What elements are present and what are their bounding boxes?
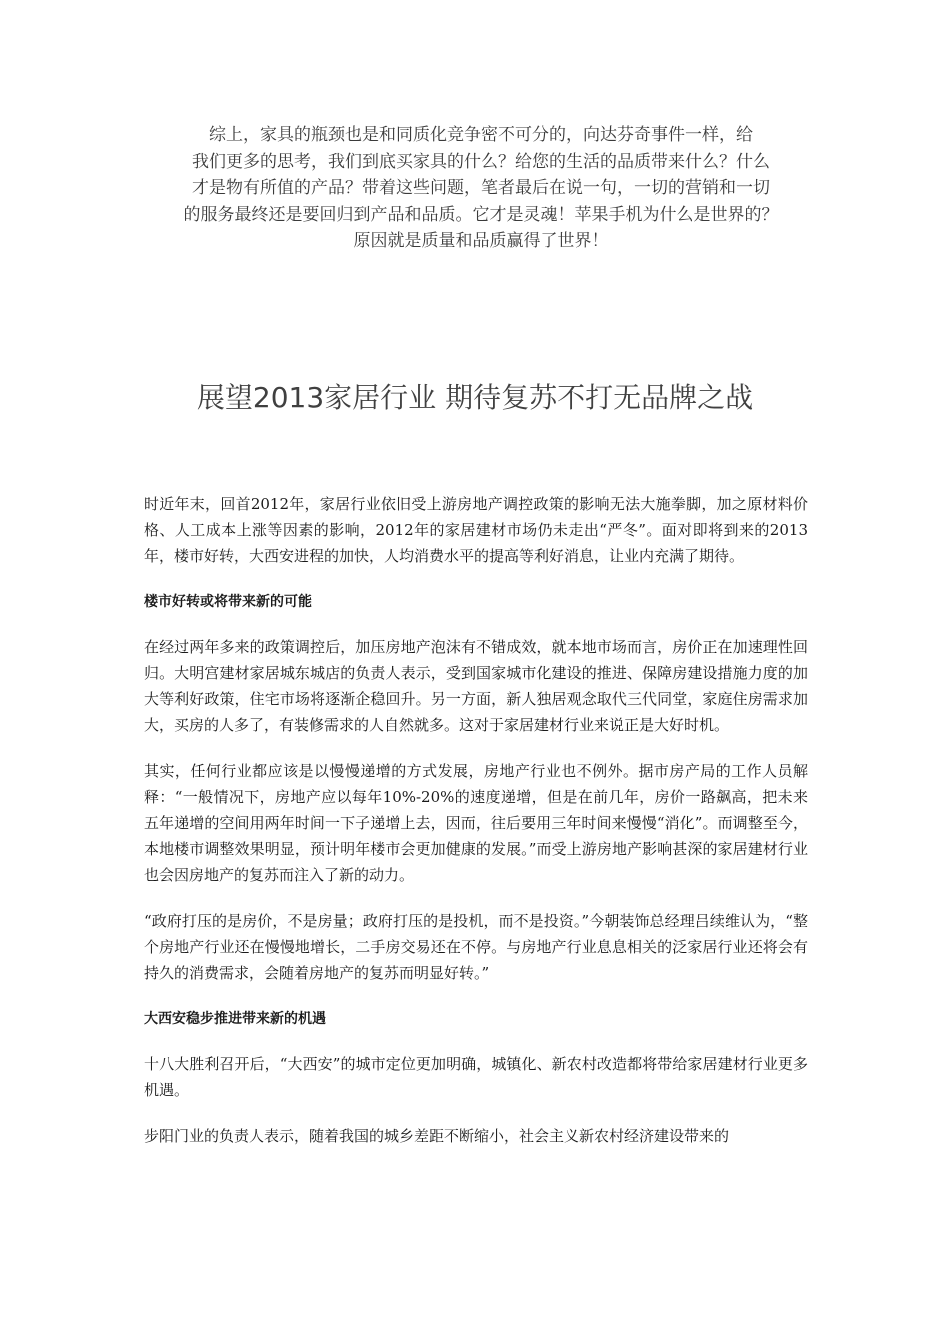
article-paragraph: 其实，任何行业都应该是以慢慢递增的方式发展，房地产行业也不例外。据市房产局的工作人员解释：“一般情况下，房地产应以每年10%-20%的速度递增，但是在前几年，房价一路飙高，把未来五年递增的空间用两年时间一下子递增上去，因而，往后要用三年时间来慢慢“消化”。而调整至今，本地楼市调整效果明显，预计明年楼市会更加健康的发展。”而受上游房地产影响甚深的家居建材行业也会因房地产的复苏而注入了新的动力。 <box>144 762 808 884</box>
intro-line: 综上，家具的瓶颈也是和同质化竞争密不可分的，向达芬奇事件一样，给 <box>209 125 753 145</box>
article-paragraph: 十八大胜利召开后，“大西安”的城市定位更加明确，城镇化、新农村改造都将带给家居建材行业更多机遇。 <box>144 1055 808 1099</box>
article-paragraph: 时近年末，回首2012年，家居行业依旧受上游房地产调控政策的影响无法大施拳脚，加之原材料价格、人工成本上涨等因素的影响，2012年的家居建材市场仍未走出“严冬”。面对即将到来的2013年，楼市好转，大西安进程的加快，人均消费水平的提高等利好消息，让业内充满了期待。 <box>144 495 808 565</box>
intro-line: 才是物有所值的产品？带着这些问题，笔者最后在说一句，一切的营销和一切 <box>192 178 770 198</box>
intro-paragraph <box>148 122 814 255</box>
article-paragraph: 步阳门业的负责人表示，随着我国的城乡差距不断缩小，社会主义新农村经济建设带来的 <box>144 1127 730 1145</box>
intro-line: 的服务最终还是要回归到产品和品质。它才是灵魂！苹果手机为什么是世界的？ <box>183 204 779 225</box>
article-paragraph: “政府打压的是房价，不是房量；政府打压的是投机，而不是投资。”今朝装饰总经理吕续维认为，“整个房地产行业还在慢慢地增长，二手房交易还在不停。与房地产行业息息相关的泛家居行业还将会有持久的消费需求，会随着房地产的复苏而明显好转。” <box>144 912 808 982</box>
section-heading: 楼市好转或将带来新的可能 <box>144 594 312 610</box>
article-body <box>144 491 808 1169</box>
article-paragraph: 在经过两年多来的政策调控后，加压房地产泡沫有不错成效，就本地市场而言，房价正在加速理性回归。大明宫建材家居城东城店的负责人表示，受到国家城市化建设的推进、保障房建设措施力度的加大等利好政策，住宅市场将逐渐企稳回升。另一方面，新人独居观念取代三代同堂，家庭住房需求加大，买房的人多了，有装修需求的人自然就多。这对于家居建材行业来说正是大好时机。 <box>144 638 808 734</box>
intro-line: 原因就是质量和品质赢得了世界！ <box>353 231 609 251</box>
section-heading: 大西安稳步推进带来新的机遇 <box>144 1011 326 1027</box>
article-title: 展望2013家居行业 期待复苏不打无品牌之战 <box>196 381 754 414</box>
intro-line: 我们更多的思考，我们到底买家具的什么？给您的生活的品质带来什么？什么 <box>192 151 770 172</box>
